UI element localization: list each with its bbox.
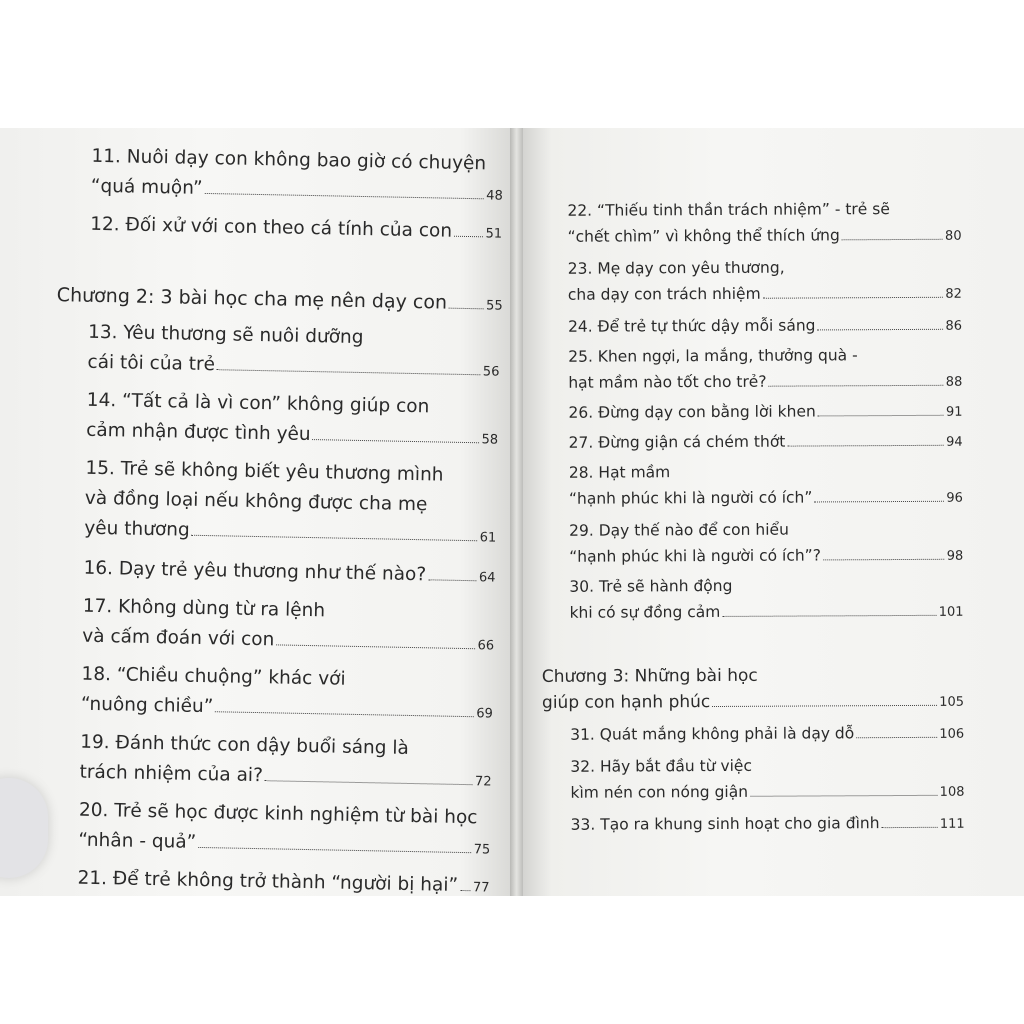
- leader-dots: [712, 705, 937, 707]
- toc-entry-text: “chết chìm” vì không thể thích ứng: [567, 226, 840, 246]
- toc-entry-text: kìm nén con nóng giận: [570, 782, 749, 802]
- leader-dots: [460, 890, 471, 891]
- toc-entry-24: [568, 312, 962, 342]
- page-number: 64: [478, 570, 496, 586]
- toc-entry-text: 24. Để trẻ tự thức dậy mỗi sáng: [567, 316, 816, 336]
- toc-entry-text: cái tôi của trẻ: [87, 351, 216, 376]
- page-number: 105: [939, 694, 965, 710]
- leader-dots: [722, 615, 936, 617]
- toc-entry-23: [568, 254, 962, 310]
- leader-dots: [312, 439, 479, 443]
- page-number: 55: [485, 298, 503, 314]
- page-number: 108: [939, 784, 965, 800]
- toc-entry-text: 17. Không dùng từ ra lệnh: [82, 595, 326, 622]
- toc-entry-text: 23. Mẹ dạy con yêu thương,: [567, 258, 785, 278]
- leader-dots: [818, 415, 944, 417]
- toc-entry-text: 11. Nuôi dạy con không bao giờ có chuyện: [91, 145, 487, 175]
- leader-dots: [769, 385, 944, 387]
- leader-dots: [449, 308, 484, 310]
- page-number: 82: [945, 286, 962, 302]
- toc-entry-text: 22. “Thiếu tinh thần trách nhiệm” - trẻ sẽ: [567, 200, 890, 220]
- toc-entry-30: [569, 572, 963, 628]
- toc-entry-text: cha dạy con trách nhiệm: [567, 284, 761, 304]
- page-number: 75: [473, 842, 491, 858]
- leader-dots: [842, 239, 943, 241]
- toc-entry-27: [569, 428, 963, 458]
- toc-entry-22: [567, 196, 961, 252]
- leader-dots: [198, 847, 472, 853]
- chapter-3-heading: [542, 662, 964, 718]
- left-page-content: [0, 128, 512, 896]
- toc-entry-text: 27. Đừng giận cá chém thớt: [568, 432, 786, 452]
- toc-entry-29: [569, 516, 963, 572]
- toc-entry-text: 29. Dạy thế nào để con hiểu: [569, 520, 789, 540]
- toc-entry-text: 12. Đối xử với con theo cá tính của con: [89, 213, 453, 242]
- page-number: 69: [476, 706, 493, 722]
- toc-entry-text: hạt mầm nào tốt cho trẻ?: [568, 372, 767, 392]
- leader-dots: [750, 795, 938, 797]
- toc-entry-20: [78, 796, 491, 866]
- toc-entry-18: [81, 660, 494, 730]
- toc-entry-text: và cấm đoán với con: [82, 625, 275, 651]
- toc-entry-14: [86, 386, 499, 456]
- chapter-title: giúp con hạnh phúc: [541, 692, 711, 713]
- page-number: 91: [945, 404, 963, 420]
- toc-entry-text: 16. Dạy trẻ yêu thương như thế nào?: [83, 557, 427, 586]
- page-number: 56: [482, 364, 500, 380]
- toc-entry-33: [571, 810, 965, 840]
- toc-entry-text: 32. Hãy bắt đầu từ việc: [570, 756, 753, 776]
- toc-entry-text: 20. Trẻ sẽ học được kinh nghiệm từ bài học: [78, 799, 478, 829]
- toc-entry-text: 19. Đánh thức con dậy buổi sáng là: [80, 731, 410, 759]
- chapter-2-heading: [57, 284, 503, 316]
- toc-entry-text: 30. Trẻ sẽ hành động: [569, 576, 733, 596]
- toc-entry-text: “quá muộn”: [90, 175, 203, 199]
- toc-entry-text: “nhân - quả”: [78, 829, 197, 853]
- leader-dots: [763, 297, 944, 299]
- toc-entry-32: [570, 752, 964, 808]
- toc-entry-text: 26. Đừng dạy con bằng lời khen: [568, 402, 816, 422]
- leader-dots: [787, 445, 944, 447]
- toc-entry-text: trách nhiệm của ai?: [79, 761, 264, 787]
- toc-entry-text: 28. Hạt mầm: [568, 463, 671, 482]
- page-number: 88: [945, 374, 963, 390]
- leader-dots: [454, 236, 484, 238]
- toc-entry-19: [79, 728, 492, 798]
- toc-entry-text: 18. “Chiều chuộng” khác với: [81, 663, 346, 690]
- chapter-title: Chương 3: Những bài học: [541, 665, 758, 687]
- toc-entry-text: “nuông chiều”: [80, 693, 214, 718]
- toc-entry-17: [82, 592, 495, 662]
- page-number: 77: [472, 880, 490, 896]
- page-number: 72: [474, 774, 492, 790]
- leader-dots: [428, 579, 477, 581]
- page-number: 96: [946, 490, 963, 506]
- toc-entry-11: [91, 142, 504, 212]
- page-number: 66: [477, 638, 495, 654]
- leader-dots: [192, 535, 478, 541]
- page-number: 51: [485, 226, 503, 242]
- page-number: 98: [946, 548, 964, 564]
- page-number: 61: [479, 530, 497, 546]
- page-number: 80: [944, 228, 962, 244]
- toc-entry-15: [84, 454, 498, 554]
- leader-dots: [818, 329, 944, 331]
- toc-entry-text: 14. “Tất cả là vì con” không giúp con: [86, 389, 430, 418]
- toc-entry-31: [570, 720, 964, 750]
- toc-entry-text: 25. Khen ngợi, la mắng, thưởng quà -: [568, 346, 858, 366]
- page-number: 48: [486, 188, 503, 204]
- leader-dots: [856, 737, 937, 738]
- toc-entry-28: [569, 458, 963, 514]
- toc-entry-21: [77, 864, 490, 896]
- page-number: 111: [939, 816, 965, 832]
- right-toc: [521, 128, 1024, 896]
- toc-entry-13: [87, 318, 500, 388]
- toc-entry-text: yêu thương: [84, 517, 190, 541]
- toc-entry-text: “hạnh phúc khi là người có ích”: [568, 488, 813, 508]
- leader-dots: [215, 711, 474, 717]
- leader-dots: [823, 559, 945, 561]
- toc-entry-text: khi có sự đồng cảm: [569, 602, 721, 622]
- toc-entry-25: [568, 342, 962, 398]
- page-number: 101: [938, 604, 964, 620]
- page-number: 94: [946, 434, 963, 450]
- leader-dots: [814, 501, 944, 503]
- toc-entry-text: 33. Tạo ra khung sinh hoạt cho gia đình: [570, 814, 880, 834]
- page-number: 58: [481, 432, 499, 448]
- toc-entry-text: “hạnh phúc khi là người có ích”?: [569, 546, 821, 566]
- leader-dots: [265, 780, 473, 785]
- toc-entry-16: [83, 554, 496, 594]
- leader-dots: [882, 827, 938, 828]
- page-number: 106: [939, 726, 965, 742]
- leader-dots: [276, 644, 475, 649]
- toc-entry-text: 21. Để trẻ không trở thành “người bị hại”: [77, 867, 459, 896]
- toc-entry-text: 31. Quát mắng không phải là dạy dỗ: [570, 724, 855, 744]
- leader-dots: [204, 193, 484, 199]
- page-number: 86: [945, 318, 963, 334]
- left-toc: [0, 128, 512, 896]
- toc-entry-text: 15. Trẻ sẽ không biết yêu thương mình: [85, 457, 444, 486]
- right-page-content: [521, 128, 1024, 896]
- toc-entry-26: [568, 398, 962, 428]
- toc-entry-text: cảm nhận được tình yêu: [86, 419, 311, 446]
- toc-entry-text: và đồng loại nếu không được cha mẹ: [84, 487, 428, 516]
- chapter-title: Chương 2: 3 bài học cha mẹ nên dạy con: [56, 284, 448, 314]
- leader-dots: [217, 369, 481, 375]
- toc-entry-text: 13. Yêu thương sẽ nuôi dưỡng: [87, 321, 364, 349]
- toc-entry-12: [90, 210, 503, 250]
